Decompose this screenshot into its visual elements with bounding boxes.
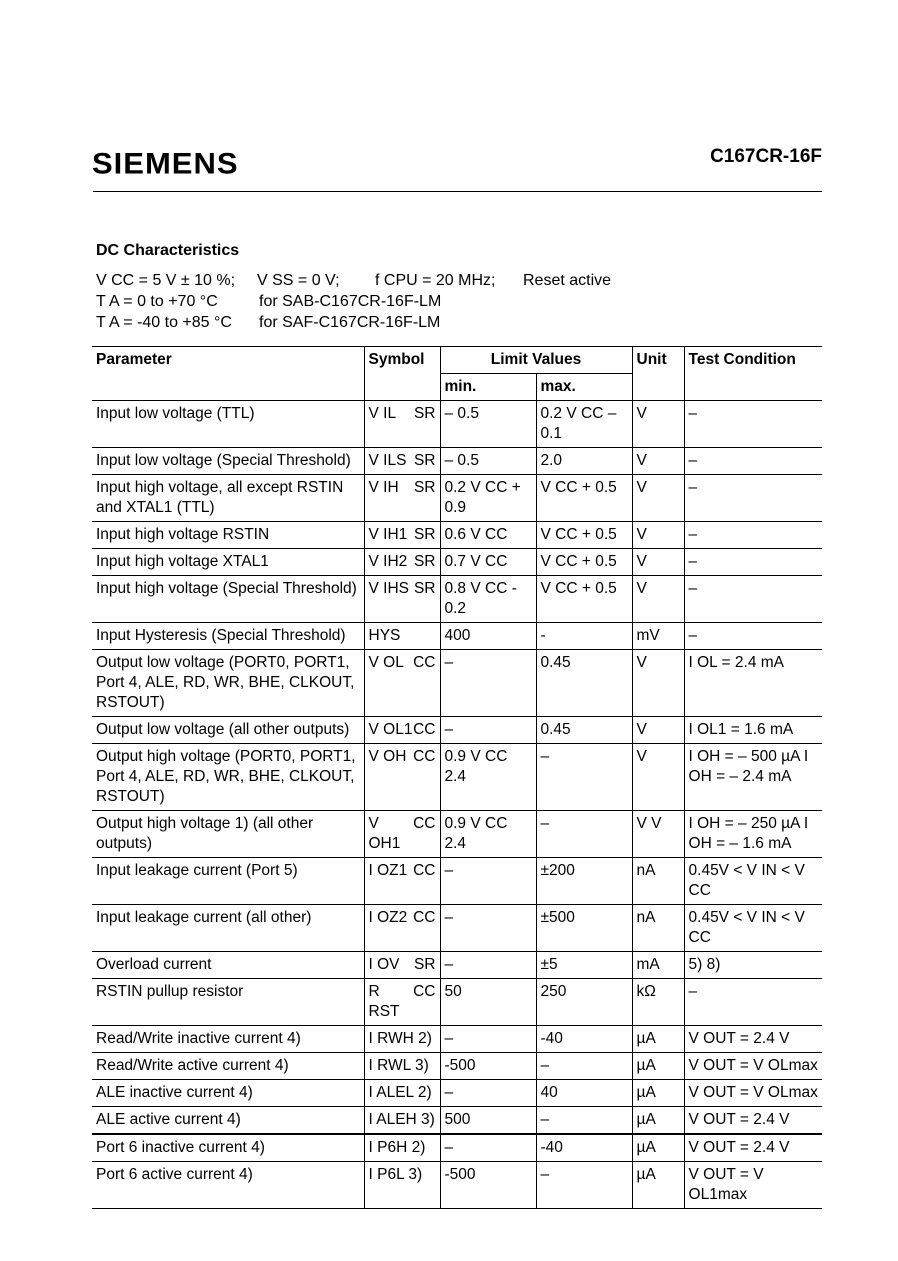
table-row: [92, 475, 822, 522]
param-cell: Input high voltage, all except RSTIN and XTAL1 (TTL): [92, 475, 364, 522]
table-row: [92, 717, 822, 744]
symbol-cell: [364, 475, 440, 522]
symbol-class: SR: [413, 452, 436, 469]
min-cell: 0.8 V CC - 0.2: [440, 576, 536, 623]
symbol-name: V OL1: [368, 721, 413, 738]
max-cell: –: [536, 1162, 632, 1209]
param-cell: Input Hysteresis (Special Threshold): [92, 623, 364, 650]
table-row: [92, 1053, 822, 1080]
symbol-name: V OH: [368, 748, 407, 765]
header-test-condition: Test Condition: [684, 347, 822, 401]
symbol-name: V OL: [368, 654, 404, 671]
param-cell: ALE active current 4): [92, 1107, 364, 1135]
max-cell: 2.0: [536, 448, 632, 475]
unit-cell: mV: [632, 623, 684, 650]
header-unit: Unit: [632, 347, 684, 401]
symbol-class: CC: [413, 721, 436, 738]
symbol-name: I RWH 2): [368, 1030, 432, 1047]
table-row: [92, 1162, 822, 1209]
symbol-name: R RST: [368, 983, 400, 1020]
unit-cell: V: [632, 576, 684, 623]
symbol-name: I OV: [368, 956, 400, 973]
max-cell: V CC + 0.5: [536, 549, 632, 576]
table-row: [92, 522, 822, 549]
unit-cell: µA: [632, 1080, 684, 1107]
table-row: [92, 952, 822, 979]
condition-ta2: T A = -40 to +85 °C: [96, 314, 232, 331]
max-cell: V CC + 0.5: [536, 576, 632, 623]
brand-logo: SIEMENS: [92, 146, 239, 181]
max-cell: ±500: [536, 905, 632, 952]
unit-cell: nA: [632, 905, 684, 952]
table-row: [92, 623, 822, 650]
table-row: [92, 905, 822, 952]
test-condition-cell: –: [684, 448, 822, 475]
test-condition-cell: V OUT = 2.4 V: [684, 1026, 822, 1053]
max-cell: V CC + 0.5: [536, 522, 632, 549]
test-condition-cell: –: [684, 401, 822, 448]
table-row: [92, 401, 822, 448]
test-condition-cell: I OL1 = 1.6 mA: [684, 717, 822, 744]
condition-ta2-for: for SAF-C167CR-16F-LM: [259, 314, 441, 331]
min-cell: 400: [440, 623, 536, 650]
max-cell: –: [536, 1053, 632, 1080]
unit-cell: µA: [632, 1134, 684, 1162]
min-cell: –: [440, 1134, 536, 1162]
table-row: [92, 979, 822, 1026]
header-min: min.: [440, 374, 536, 401]
unit-cell: µA: [632, 1107, 684, 1135]
table-row: [92, 744, 822, 811]
min-cell: -500: [440, 1053, 536, 1080]
symbol-cell: [364, 1162, 440, 1209]
min-cell: –: [440, 717, 536, 744]
test-condition-cell: I OL = 2.4 mA: [684, 650, 822, 717]
min-cell: -500: [440, 1162, 536, 1209]
unit-cell: V: [632, 717, 684, 744]
max-cell: –: [536, 811, 632, 858]
min-cell: 0.9 V CC 2.4: [440, 811, 536, 858]
condition-fcpu: f CPU = 20 MHz;: [375, 272, 496, 289]
min-cell: –: [440, 858, 536, 905]
max-cell: ±5: [536, 952, 632, 979]
unit-cell: nA: [632, 858, 684, 905]
max-cell: V CC + 0.5: [536, 475, 632, 522]
max-cell: 0.45: [536, 650, 632, 717]
min-cell: – 0.5: [440, 401, 536, 448]
max-cell: –: [536, 744, 632, 811]
test-condition-cell: V OUT = 2.4 V: [684, 1107, 822, 1135]
param-cell: Input low voltage (Special Threshold): [92, 448, 364, 475]
symbol-class: SR: [413, 956, 436, 973]
unit-cell: mA: [632, 952, 684, 979]
test-condition-cell: V OUT = 2.4 V: [684, 1134, 822, 1162]
param-cell: Input high voltage (Special Threshold): [92, 576, 364, 623]
test-condition-cell: I OH = – 250 µA I OH = – 1.6 mA: [684, 811, 822, 858]
param-cell: ALE inactive current 4): [92, 1080, 364, 1107]
condition-vss: V SS = 0 V;: [257, 272, 340, 289]
test-condition-cell: 0.45V < V IN < V CC: [684, 858, 822, 905]
symbol-name: I OZ1: [368, 862, 408, 879]
unit-cell: V: [632, 475, 684, 522]
table-row: [92, 576, 822, 623]
unit-cell: V: [632, 549, 684, 576]
table-row: [92, 1080, 822, 1107]
header-divider: [93, 191, 822, 192]
symbol-cell: [364, 717, 440, 744]
symbol-cell: [364, 1134, 440, 1162]
symbol-name: V IH: [368, 479, 399, 496]
table-row: [92, 1026, 822, 1053]
unit-cell: V: [632, 401, 684, 448]
symbol-cell: [364, 448, 440, 475]
test-condition-cell: –: [684, 979, 822, 1026]
unit-cell: V: [632, 448, 684, 475]
param-cell: Input high voltage XTAL1: [92, 549, 364, 576]
test-condition-cell: V OUT = V OLmax: [684, 1053, 822, 1080]
param-cell: Port 6 inactive current 4): [92, 1134, 364, 1162]
symbol-class: CC: [413, 815, 436, 832]
symbol-cell: [364, 1053, 440, 1080]
max-cell: 0.45: [536, 717, 632, 744]
unit-cell: kΩ: [632, 979, 684, 1026]
symbol-cell: [364, 522, 440, 549]
param-cell: Input high voltage RSTIN: [92, 522, 364, 549]
symbol-name: V ILS: [368, 452, 407, 469]
symbol-class: CC: [413, 909, 436, 926]
param-cell: Output high voltage (PORT0, PORT1, Port 4, ALE, RD, WR, BHE, CLKOUT, RSTOUT): [92, 744, 364, 811]
unit-cell: V: [632, 744, 684, 811]
part-number: C167CR-16F: [710, 146, 822, 167]
symbol-cell: [364, 623, 440, 650]
min-cell: –: [440, 952, 536, 979]
param-cell: Input leakage current (all other): [92, 905, 364, 952]
test-condition-cell: –: [684, 576, 822, 623]
symbol-cell: [364, 952, 440, 979]
symbol-cell: [364, 811, 440, 858]
header-limit-values: Limit Values: [440, 347, 632, 374]
min-cell: –: [440, 650, 536, 717]
symbol-cell: [364, 576, 440, 623]
table-row: [92, 1134, 822, 1162]
condition-vcc: V CC = 5 V ± 10 %;: [96, 272, 236, 289]
test-condition-cell: –: [684, 623, 822, 650]
min-cell: –: [440, 905, 536, 952]
test-condition-cell: –: [684, 549, 822, 576]
symbol-cell: [364, 1080, 440, 1107]
symbol-class: SR: [413, 553, 436, 570]
test-condition-cell: –: [684, 522, 822, 549]
symbol-cell: [364, 979, 440, 1026]
param-cell: Port 6 active current 4): [92, 1162, 364, 1209]
symbol-name: I OZ2: [368, 909, 408, 926]
unit-cell: µA: [632, 1053, 684, 1080]
table-row: [92, 549, 822, 576]
symbol-name: V IL: [368, 405, 397, 422]
param-cell: Read/Write inactive current 4): [92, 1026, 364, 1053]
min-cell: 0.7 V CC: [440, 549, 536, 576]
test-condition-cell: I OH = – 500 µA I OH = – 2.4 mA: [684, 744, 822, 811]
max-cell: 0.2 V CC – 0.1: [536, 401, 632, 448]
table-row: [92, 811, 822, 858]
min-cell: – 0.5: [440, 448, 536, 475]
symbol-name: I ALEH 3): [368, 1111, 435, 1128]
section-title: DC Characteristics: [96, 242, 240, 259]
param-cell: RSTIN pullup resistor: [92, 979, 364, 1026]
symbol-name: V IHS: [368, 580, 409, 597]
symbol-cell: [364, 858, 440, 905]
symbol-cell: [364, 905, 440, 952]
symbol-class: CC: [413, 862, 436, 879]
symbol-class: CC: [413, 654, 436, 671]
unit-cell: V: [632, 522, 684, 549]
header-symbol: Symbol: [364, 347, 440, 401]
dc-characteristics-table: [92, 346, 822, 1209]
param-cell: Output low voltage (PORT0, PORT1, Port 4, ALE, RD, WR, BHE, CLKOUT, RSTOUT): [92, 650, 364, 717]
param-cell: Output high voltage 1) (all other outputs): [92, 811, 364, 858]
param-cell: Overload current: [92, 952, 364, 979]
max-cell: -: [536, 623, 632, 650]
symbol-cell: [364, 650, 440, 717]
min-cell: 500: [440, 1107, 536, 1135]
max-cell: -40: [536, 1026, 632, 1053]
table-row: [92, 858, 822, 905]
symbol-name: I ALEL 2): [368, 1084, 432, 1101]
condition-ta1: T A = 0 to +70 °C: [96, 293, 218, 310]
table-row: [92, 448, 822, 475]
symbol-name: I RWL 3): [368, 1057, 429, 1074]
max-cell: –: [536, 1107, 632, 1135]
param-cell: Input leakage current (Port 5): [92, 858, 364, 905]
symbol-cell: [364, 401, 440, 448]
param-cell: Read/Write active current 4): [92, 1053, 364, 1080]
max-cell: 40: [536, 1080, 632, 1107]
symbol-name: I P6L 3): [368, 1166, 423, 1183]
param-cell: Input low voltage (TTL): [92, 401, 364, 448]
symbol-name: V IH1: [368, 526, 408, 543]
max-cell: -40: [536, 1134, 632, 1162]
header-parameter: Parameter: [92, 347, 364, 401]
symbol-cell: [364, 1107, 440, 1135]
symbol-class: CC: [413, 748, 436, 765]
symbol-name: V OH1: [368, 815, 401, 852]
symbol-name: V IH2: [368, 553, 408, 570]
symbol-class: SR: [413, 405, 436, 422]
symbol-class: CC: [413, 983, 436, 1000]
symbol-cell: [364, 549, 440, 576]
symbol-class: SR: [413, 479, 436, 496]
test-condition-cell: 5) 8): [684, 952, 822, 979]
symbol-cell: [364, 744, 440, 811]
symbol-name: I P6H 2): [368, 1139, 426, 1156]
unit-cell: µA: [632, 1026, 684, 1053]
min-cell: 50: [440, 979, 536, 1026]
symbol-cell: [364, 1026, 440, 1053]
min-cell: –: [440, 1080, 536, 1107]
test-condition-cell: V OUT = V OLmax: [684, 1080, 822, 1107]
param-cell: Output low voltage (all other outputs): [92, 717, 364, 744]
condition-reset: Reset active: [523, 272, 612, 289]
test-condition-cell: –: [684, 475, 822, 522]
symbol-name: HYS: [368, 627, 401, 644]
table-row: [92, 650, 822, 717]
min-cell: –: [440, 1026, 536, 1053]
test-condition-cell: 0.45V < V IN < V CC: [684, 905, 822, 952]
min-cell: 0.6 V CC: [440, 522, 536, 549]
unit-cell: V V: [632, 811, 684, 858]
max-cell: ±200: [536, 858, 632, 905]
symbol-class: SR: [413, 526, 436, 543]
min-cell: 0.9 V CC 2.4: [440, 744, 536, 811]
unit-cell: µA: [632, 1162, 684, 1209]
header-max: max.: [536, 374, 632, 401]
min-cell: 0.2 V CC + 0.9: [440, 475, 536, 522]
max-cell: 250: [536, 979, 632, 1026]
symbol-class: SR: [413, 580, 436, 597]
table-row: [92, 1107, 822, 1135]
unit-cell: V: [632, 650, 684, 717]
condition-ta1-for: for SAB-C167CR-16F-LM: [259, 293, 442, 310]
test-condition-cell: V OUT = V OL1max: [684, 1162, 822, 1209]
